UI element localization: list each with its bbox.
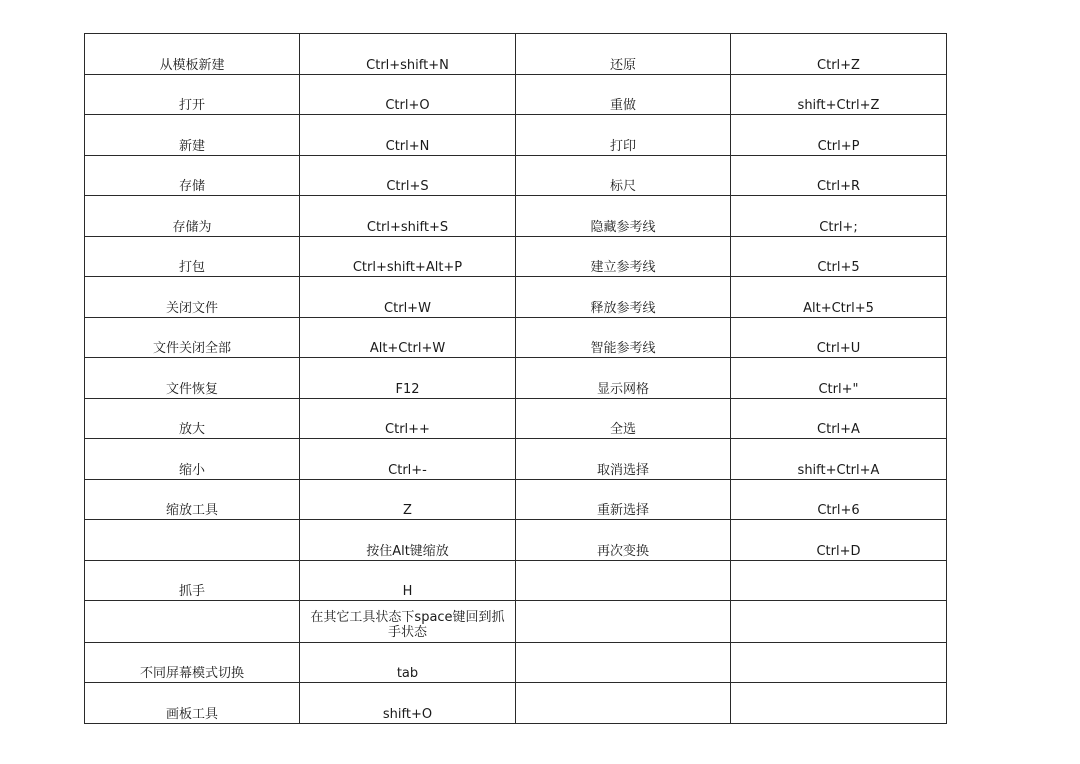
- command-cell: 显示网格: [516, 358, 731, 399]
- table-row: [85, 358, 947, 399]
- command-cell: [516, 560, 731, 601]
- shortcut-cell: [731, 601, 947, 643]
- shortcut-cell: Ctrl+P: [731, 115, 947, 156]
- shortcut-cell: Ctrl+O: [300, 74, 516, 115]
- command-cell: 画板工具: [85, 683, 300, 724]
- command-cell: 文件关闭全部: [85, 317, 300, 358]
- table-row: [85, 560, 947, 601]
- shortcut-cell: Ctrl+U: [731, 317, 947, 358]
- shortcut-cell: H: [300, 560, 516, 601]
- table-row: [85, 601, 947, 643]
- command-cell: 打开: [85, 74, 300, 115]
- shortcut-text: 在其它工具状态下space键回到抓手状态: [310, 609, 505, 640]
- table-row: [85, 479, 947, 520]
- table-row: [85, 115, 947, 156]
- command-cell: 放大: [85, 398, 300, 439]
- shortcut-cell: Alt+Ctrl+W: [300, 317, 516, 358]
- command-cell: [516, 683, 731, 724]
- table-row: [85, 74, 947, 115]
- command-cell: 隐藏参考线: [516, 196, 731, 237]
- shortcut-table: [84, 33, 947, 724]
- shortcut-cell: Alt+Ctrl+5: [731, 277, 947, 318]
- shortcut-cell: Ctrl+5: [731, 236, 947, 277]
- shortcut-cell: Ctrl+Z: [731, 34, 947, 75]
- table-row: [85, 683, 947, 724]
- table-row: [85, 317, 947, 358]
- shortcut-cell: Ctrl+;: [731, 196, 947, 237]
- command-cell: 重做: [516, 74, 731, 115]
- table-row: [85, 642, 947, 683]
- shortcut-cell: Ctrl+S: [300, 155, 516, 196]
- shortcut-cell: Z: [300, 479, 516, 520]
- shortcut-cell: Ctrl+shift+S: [300, 196, 516, 237]
- command-cell: 打印: [516, 115, 731, 156]
- shortcut-cell: [300, 601, 516, 643]
- table-row: [85, 236, 947, 277]
- command-cell: 还原: [516, 34, 731, 75]
- command-cell: 缩放工具: [85, 479, 300, 520]
- command-cell: 重新选择: [516, 479, 731, 520]
- command-cell: 不同屏幕模式切换: [85, 642, 300, 683]
- command-cell: 存储为: [85, 196, 300, 237]
- command-cell: 缩小: [85, 439, 300, 480]
- table-row: [85, 398, 947, 439]
- shortcut-cell: [731, 683, 947, 724]
- shortcut-cell: Ctrl+6: [731, 479, 947, 520]
- command-cell: 存储: [85, 155, 300, 196]
- shortcut-cell: shift+Ctrl+Z: [731, 74, 947, 115]
- shortcut-cell: shift+Ctrl+A: [731, 439, 947, 480]
- table-row: [85, 277, 947, 318]
- shortcut-cell: Ctrl+A: [731, 398, 947, 439]
- shortcut-cell: [731, 642, 947, 683]
- shortcut-cell: Ctrl+R: [731, 155, 947, 196]
- command-cell: 关闭文件: [85, 277, 300, 318]
- shortcut-cell: Ctrl+D: [731, 520, 947, 561]
- shortcut-cell: Ctrl+-: [300, 439, 516, 480]
- shortcut-cell: 按住Alt键缩放: [300, 520, 516, 561]
- command-cell: 释放参考线: [516, 277, 731, 318]
- command-cell: [516, 642, 731, 683]
- shortcut-cell: Ctrl+": [731, 358, 947, 399]
- shortcut-cell: shift+O: [300, 683, 516, 724]
- shortcut-cell: Ctrl+N: [300, 115, 516, 156]
- command-cell: 标尺: [516, 155, 731, 196]
- command-cell: [516, 601, 731, 643]
- command-cell: 建立参考线: [516, 236, 731, 277]
- shortcut-cell: Ctrl+shift+Alt+P: [300, 236, 516, 277]
- command-cell: 打包: [85, 236, 300, 277]
- shortcut-cell: tab: [300, 642, 516, 683]
- command-cell: 再次变换: [516, 520, 731, 561]
- command-cell: [85, 520, 300, 561]
- command-cell: 抓手: [85, 560, 300, 601]
- table-row: [85, 155, 947, 196]
- command-cell: 文件恢复: [85, 358, 300, 399]
- table-row: [85, 196, 947, 237]
- table-row: [85, 439, 947, 480]
- shortcut-cell: [731, 560, 947, 601]
- shortcut-cell: Ctrl+shift+N: [300, 34, 516, 75]
- table-row: [85, 34, 947, 75]
- command-cell: 从模板新建: [85, 34, 300, 75]
- table-row: [85, 520, 947, 561]
- command-cell: 取消选择: [516, 439, 731, 480]
- command-cell: 智能参考线: [516, 317, 731, 358]
- command-cell: [85, 601, 300, 643]
- shortcut-cell: Ctrl+W: [300, 277, 516, 318]
- shortcut-cell: F12: [300, 358, 516, 399]
- command-cell: 全选: [516, 398, 731, 439]
- command-cell: 新建: [85, 115, 300, 156]
- shortcut-cell: Ctrl++: [300, 398, 516, 439]
